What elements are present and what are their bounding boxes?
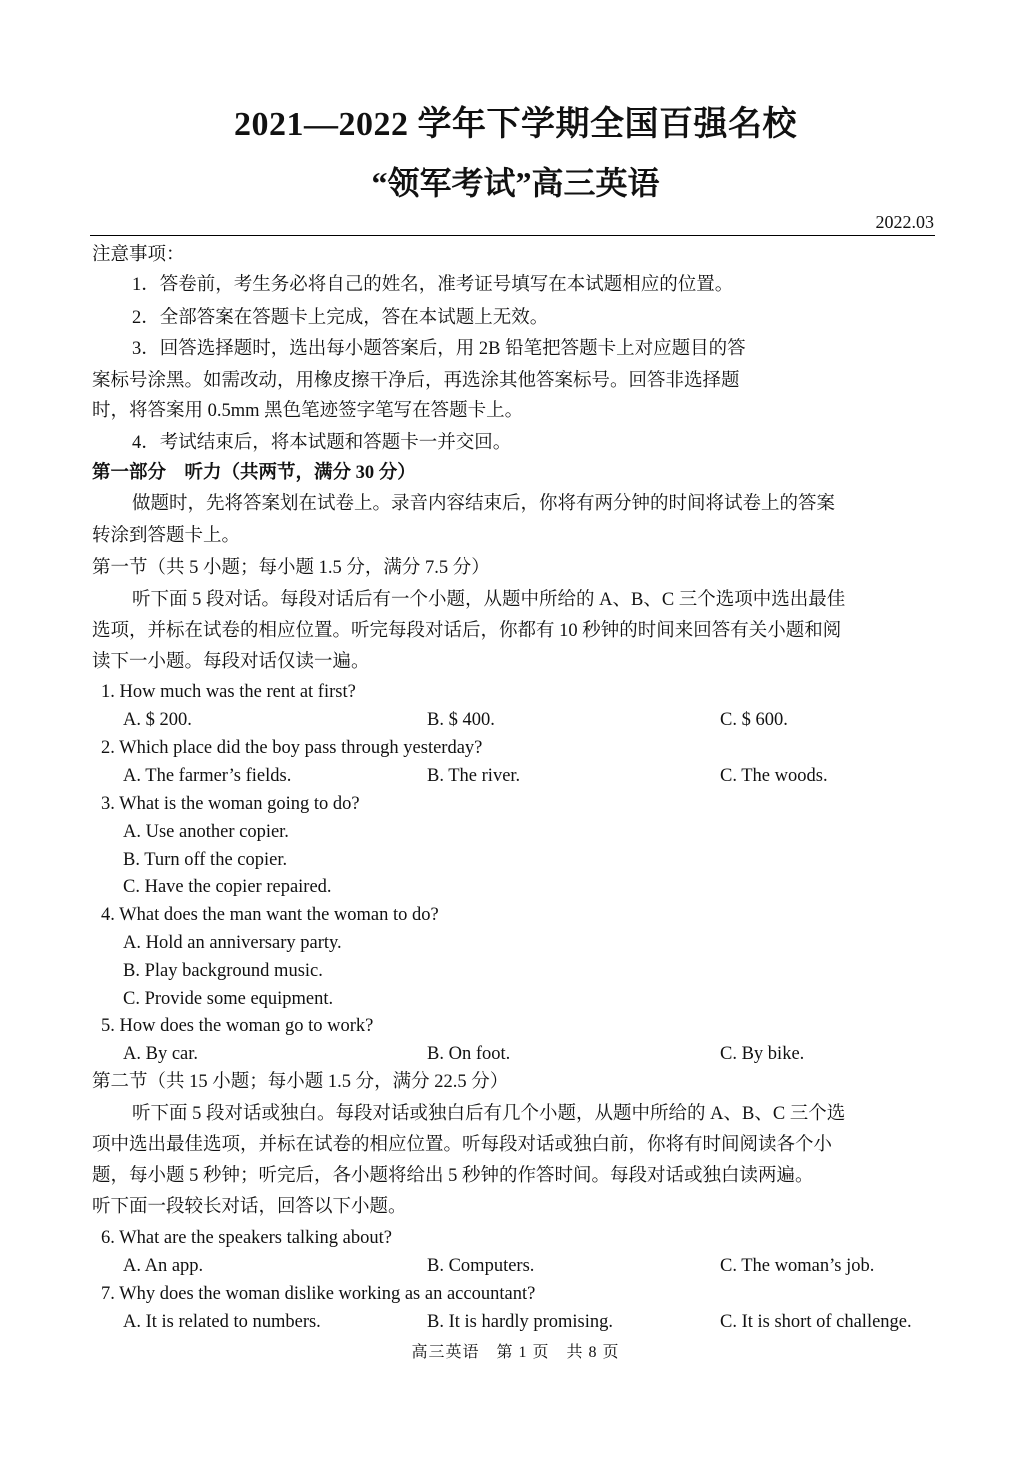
question-5-option-b: B. On foot. [427,1044,511,1064]
question-6-option-a: A. An app. [123,1256,204,1276]
notes-item-3-line-1: 3．回答选择题时，选出每小题答案后，用 2B 铅笔把答题卡上对应题目的答 [132,339,746,359]
section1-instructions-line-1: 听下面 5 段对话。每段对话后有一个小题，从题中所给的 A、B、C 三个选项中选出最佳 [132,590,846,610]
question-2-option-b: B. The river. [427,766,521,786]
section1-heading: 第一节（共 5 小题；每小题 1.5 分，满分 7.5 分） [92,558,490,578]
exam-title: 2021—2022 学年下学期全国百强名校 [234,106,797,143]
question-3-option-b: B. Turn off the copier. [123,850,288,870]
section1-instructions-line-3: 读下一小题。每段对话仅读一遍。 [92,652,370,672]
question-6-option-b: B. Computers. [427,1256,535,1276]
question-4-option-a: A. Hold an anniversary party. [123,933,342,953]
section1-instructions-line-2: 选项，并标在试卷的相应位置。听完每段对话后，你都有 10 秒钟的时间来回答有关小题和阅 [92,621,842,641]
question-1-option-a: A. $ 200. [123,710,192,730]
question-1-stem: 1. How much was the rent at first? [101,682,356,702]
part1-intro-line-2: 转涂到答题卡上。 [92,526,241,546]
section2-instructions-line-2: 项中选出最佳选项，并标在试卷的相应位置。听每段对话或独白前，你将有时间阅读各个小 [92,1135,833,1155]
question-7-option-a: A. It is related to numbers. [123,1312,321,1332]
notes-item-3-line-3: 时，将答案用 0.5mm 黑色笔迹签字笔写在答题卡上。 [92,401,524,421]
question-7-option-b: B. It is hardly promising. [427,1312,614,1332]
question-2-stem: 2. Which place did the boy pass through yesterday? [101,738,483,758]
question-1-option-b: B. $ 400. [427,710,495,730]
question-5-option-c: C. By bike. [720,1044,805,1064]
exam-subtitle: “领军考试”高三英语 [371,165,660,201]
section2-heading: 第二节（共 15 小题；每小题 1.5 分，满分 22.5 分） [92,1072,509,1092]
question-2-option-a: A. The farmer’s fields. [123,766,292,786]
question-5-stem: 5. How does the woman go to work? [101,1016,374,1036]
notes-item-3-line-2: 案标号涂黑。如需改动，用橡皮擦干净后，再选涂其他答案标号。回答非选择题 [92,371,740,391]
exam-date: 2022.03 [875,212,934,232]
question-3-option-c: C. Have the copier repaired. [123,877,332,897]
question-4-stem: 4. What does the man want the woman to do? [101,905,439,925]
question-6-stem: 6. What are the speakers talking about? [101,1228,392,1248]
part1-intro-line-1: 做题时，先将答案划在试卷上。录音内容结束后，你将有两分钟的时间将试卷上的答案 [132,494,836,514]
section2-instructions-line-4: 听下面一段较长对话，回答以下小题。 [92,1197,407,1217]
question-3-stem: 3. What is the woman going to do? [101,794,360,814]
notes-heading: 注意事项： [92,245,185,265]
question-6-option-c: C. The woman’s job. [720,1256,875,1276]
notes-item-2: 2．全部答案在答题卡上完成，答在本试题上无效。 [132,308,549,328]
page-footer: 高三英语 第 1 页 共 8 页 [411,1344,620,1361]
section2-instructions-line-1: 听下面 5 段对话或独白。每段对话或独白后有几个小题，从题中所给的 A、B、C 三个选 [132,1104,846,1124]
question-2-option-c: C. The woods. [720,766,828,786]
question-5-option-a: A. By car. [123,1044,199,1064]
notes-item-1: 1．答卷前，考生务必将自己的姓名，准考证号填写在本试题相应的位置。 [132,275,734,295]
question-4-option-b: B. Play background music. [123,961,323,981]
part1-heading: 第一部分 听力（共两节，满分 30 分） [92,463,416,483]
question-7-option-c: C. It is short of challenge. [720,1312,912,1332]
question-3-option-a: A. Use another copier. [123,822,289,842]
question-7-stem: 7. Why does the woman dislike working as an accountant? [101,1284,536,1304]
notes-item-4: 4．考试结束后，将本试题和答题卡一并交回。 [132,433,512,453]
question-4-option-c: C. Provide some equipment. [123,989,334,1009]
header-divider [90,235,935,236]
question-1-option-c: C. $ 600. [720,710,788,730]
section2-instructions-line-3: 题，每小题 5 秒钟；听完后，各小题将给出 5 秒钟的作答时间。每段对话或独白读两遍。 [92,1166,814,1186]
